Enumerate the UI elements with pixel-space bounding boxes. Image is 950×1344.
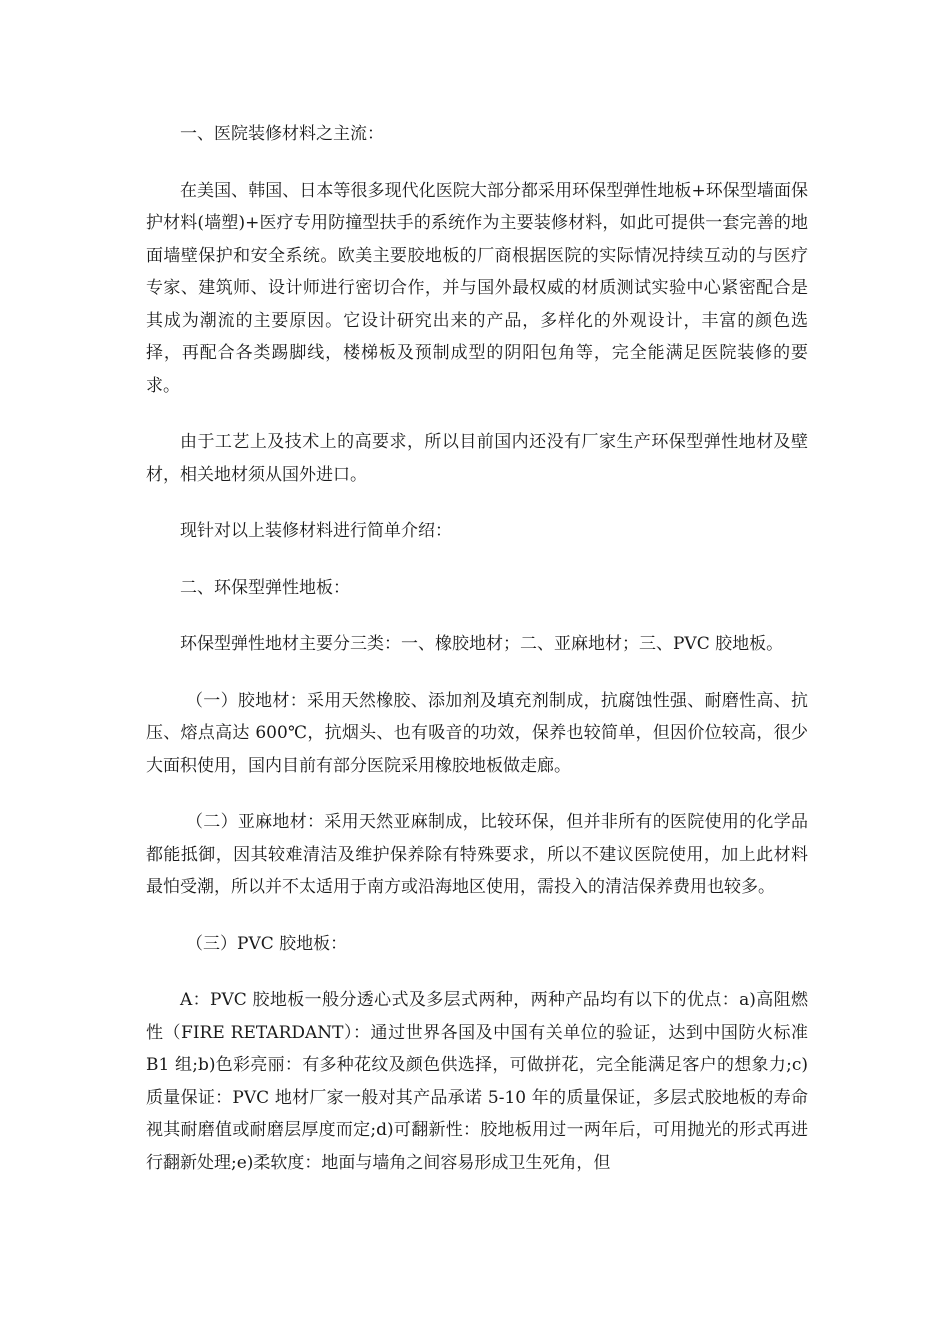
document-body <box>146 118 808 1179</box>
section-heading-mainstream: 一、医院装修材料之主流： <box>180 124 384 144</box>
paragraph-domestic-production: 由于工艺上及技术上的高要求，所以目前国内还没有厂家生产环保型弹性地材及壁材，相关地材须从国外进口。 <box>146 432 808 485</box>
paragraph-introduction: 现针对以上装修材料进行简单介绍： <box>180 521 452 541</box>
section-heading-resilient-flooring: 二、环保型弹性地板： <box>180 577 350 598</box>
paragraph-international-practice: 在美国、韩国、日本等很多现代化医院大部分都采用环保型弹性地板+环保型墙面保护材料(墙塑)+医疗专用防撞型扶手的系统作为主要装修材料，如此可提供一套完善的地面墙壁保护和安全系统。欧美主要胶地板的厂商根据医院的实际情况持续互动的与医疗专家、建筑师、设计师进行密切合作，并与国外最权威的材质测试实验中心紧密配合是其成为潮流的主要原因。它设计研究出来的产品，多样化的外观设计，丰富的颜色选择，再配合各类踢脚线，楼梯板及预制成型的阴阳包角等，完全能满足医院装修的要求。 <box>146 180 808 396</box>
paragraph-rubber-flooring: （一）胶地材：采用天然橡胶、添加剂及填充剂制成，抗腐蚀性强、耐磨性高、抗压、熔点高达 600℃，抗烟头、也有吸音的功效，保养也较简单，但因价位较高，很少大面积使用，国内目前有部分医院采用橡胶地板做走廊。 <box>146 690 808 776</box>
paragraph-linoleum-flooring: （二）亚麻地材：采用天然亚麻制成，比较环保，但并非所有的医院使用的化学品都能抵御，因其较难清洁及维护保养除有特殊要求，所以不建议医院使用，加上此材料最怕受潮，所以并不太适用于南方或沿海地区使用，需投入的清洁保养费用也较多。 <box>146 812 808 897</box>
subheading-pvc-flooring: （三）PVC 胶地板： <box>186 933 348 954</box>
paragraph-flooring-categories: 环保型弹性地材主要分三类：一、橡胶地材；二、亚麻地材；三、PVC 胶地板。 <box>180 634 784 654</box>
paragraph-pvc-advantages: A：PVC 胶地板一般分透心式及多层式两种，两种产品均有以下的优点：a)高阻燃性（FIRE RETARDANT）：通过世界各国及中国有关单位的验证，达到中国防火标准 B1 组;b)色彩亮丽：有多种花纹及颜色供选择，可做拼花，完全能满足客户的想象力;c)质量保证：PVC 地材厂家一般对其产品承诺 5-10 年的质量保证，多层式胶地板的寿命视其耐磨值或耐磨层厚度而定;d)可翻新性：胶地板用过一两年后，可用抛光的形式再进行翻新处理;e)柔软度：地面与墙角之间容易形成卫生死角，但 <box>146 990 808 1173</box>
